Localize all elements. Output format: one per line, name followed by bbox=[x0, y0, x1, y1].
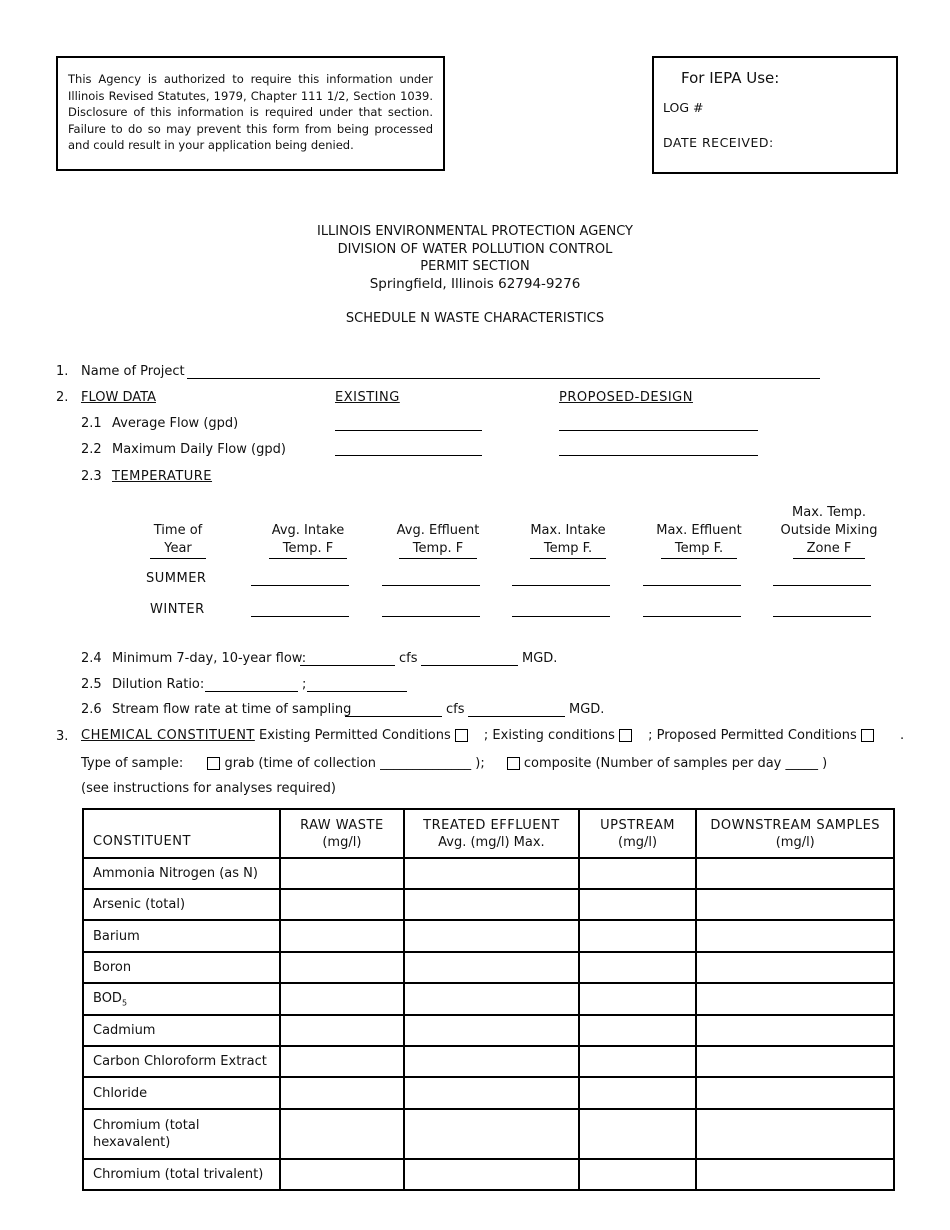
upstream-cell[interactable] bbox=[579, 889, 697, 920]
treated-effluent-cell[interactable] bbox=[404, 983, 578, 1015]
max-daily-flow-existing-field[interactable] bbox=[335, 455, 482, 456]
row-label: Ammonia Nitrogen (as N) bbox=[83, 858, 280, 889]
average-flow-existing-field[interactable] bbox=[335, 430, 482, 431]
raw-waste-cell[interactable] bbox=[280, 1046, 405, 1077]
table-row bbox=[83, 889, 894, 920]
row-label: Chromium (total hexavalent) bbox=[83, 1109, 280, 1159]
temp-header-avg-effluent: Avg. Effluent Temp. F bbox=[378, 522, 498, 559]
table-row bbox=[83, 858, 894, 889]
downstream-cell[interactable] bbox=[696, 1109, 894, 1159]
summer-mixing-zone-field[interactable] bbox=[773, 585, 871, 586]
downstream-cell[interactable] bbox=[696, 1046, 894, 1077]
section-name: PERMIT SECTION bbox=[420, 259, 530, 274]
summer-max-effluent-field[interactable] bbox=[643, 585, 741, 586]
stream-flow-cfs-field[interactable] bbox=[345, 716, 442, 717]
summer-label: SUMMER bbox=[146, 571, 207, 586]
treated-effluent-cell[interactable] bbox=[404, 1015, 578, 1046]
table-row bbox=[83, 1046, 894, 1077]
composite-label: composite (Number of samples per day _____ ) bbox=[523, 756, 828, 771]
sample-type-label: Type of sample: bbox=[81, 756, 184, 771]
raw-waste-cell[interactable] bbox=[280, 1159, 405, 1190]
row-label: Boron bbox=[83, 952, 280, 983]
downstream-cell[interactable] bbox=[696, 1077, 894, 1109]
upstream-cell[interactable] bbox=[579, 983, 697, 1015]
raw-waste-cell[interactable] bbox=[280, 983, 405, 1015]
item-2-2-number: 2.2 bbox=[81, 442, 102, 457]
conditions-period: . bbox=[900, 728, 905, 743]
table-row bbox=[83, 920, 894, 952]
summer-avg-effluent-field[interactable] bbox=[382, 585, 480, 586]
row-label: $BOD_5$ bbox=[83, 983, 280, 1015]
authority-notice-text: This Agency is authorized to require this information under Illinois Revised Statutes, 1979, Chapter 111 1/2, Section 1039. Disclosure of this information is required under that section. Failure to do so may prevent this form from being processed and could result in your application being denied. bbox=[68, 72, 433, 152]
table-row bbox=[83, 1015, 894, 1046]
section-3-number: 3. bbox=[56, 729, 69, 744]
downstream-cell[interactable] bbox=[696, 920, 894, 952]
dilution-ratio-label: Dilution Ratio: bbox=[112, 677, 205, 692]
temp-header-max-outside-mixing: Max. Temp. Outside Mixing Zone F bbox=[764, 504, 894, 559]
header-downstream: DOWNSTREAM SAMPLES (mg/l) bbox=[696, 809, 894, 858]
treated-effluent-cell[interactable] bbox=[404, 889, 578, 920]
flow-data-heading: FLOW DATA bbox=[81, 390, 156, 405]
table-header-row bbox=[83, 809, 894, 858]
proposed-permitted-checkbox[interactable] bbox=[861, 729, 874, 742]
downstream-cell[interactable] bbox=[696, 889, 894, 920]
stream-flow-mgd-unit: MGD. bbox=[569, 702, 605, 717]
header-raw-waste: RAW WASTE (mg/l) bbox=[280, 809, 405, 858]
dilution-ratio-separator: ; bbox=[302, 677, 307, 692]
row-label: Barium bbox=[83, 920, 280, 952]
agency-header bbox=[0, 223, 950, 293]
raw-waste-cell[interactable] bbox=[280, 1109, 405, 1159]
existing-heading: EXISTING bbox=[335, 390, 400, 405]
upstream-cell[interactable] bbox=[579, 1046, 697, 1077]
existing-conditions-label: ; Existing conditions bbox=[483, 728, 615, 743]
stream-flow-cfs-unit: cfs bbox=[446, 702, 465, 717]
downstream-cell[interactable] bbox=[696, 1015, 894, 1046]
iepa-use-box bbox=[652, 56, 898, 174]
sample-type-line bbox=[81, 756, 827, 771]
summer-max-intake-field[interactable] bbox=[512, 585, 610, 586]
average-flow-proposed-field[interactable] bbox=[559, 430, 758, 431]
table-row bbox=[83, 1077, 894, 1109]
table-row bbox=[83, 1159, 894, 1190]
min-flow-cfs-unit: cfs bbox=[399, 651, 418, 666]
section-2-number: 2. bbox=[56, 390, 69, 405]
treated-effluent-cell[interactable] bbox=[404, 952, 578, 983]
header-treated-effluent: TREATED EFFLUENT Avg. (mg/l) Max. bbox=[404, 809, 578, 858]
min-flow-label: Minimum 7-day, 10-year flow: bbox=[112, 651, 307, 666]
raw-waste-cell[interactable] bbox=[280, 952, 405, 983]
temp-header-max-intake: Max. Intake Temp F. bbox=[508, 522, 628, 559]
downstream-cell[interactable] bbox=[696, 858, 894, 889]
agency-address: Springfield, Illinois 62794-9276 bbox=[369, 275, 581, 292]
upstream-cell[interactable] bbox=[579, 858, 697, 889]
existing-permitted-checkbox[interactable] bbox=[455, 729, 468, 742]
winter-avg-intake-field[interactable] bbox=[251, 616, 349, 617]
item-2-4-number: 2.4 bbox=[81, 651, 102, 666]
upstream-cell[interactable] bbox=[579, 1015, 697, 1046]
max-daily-flow-label: Maximum Daily Flow (gpd) bbox=[112, 442, 286, 457]
proposed-permitted-label: ; Proposed Permitted Conditions bbox=[648, 728, 857, 743]
raw-waste-cell[interactable] bbox=[280, 889, 405, 920]
winter-max-intake-field[interactable] bbox=[512, 616, 610, 617]
grab-checkbox[interactable] bbox=[207, 757, 220, 770]
raw-waste-cell[interactable] bbox=[280, 920, 405, 952]
upstream-cell[interactable] bbox=[579, 1109, 697, 1159]
authority-notice-box bbox=[56, 56, 445, 171]
header-constituent: CONSTITUENT bbox=[83, 809, 280, 858]
row-label: Cadmium bbox=[83, 1015, 280, 1046]
table-row bbox=[83, 1109, 894, 1159]
upstream-cell[interactable] bbox=[579, 1077, 697, 1109]
project-name-field[interactable] bbox=[187, 378, 820, 379]
section-1-number: 1. bbox=[56, 364, 69, 379]
treated-effluent-cell[interactable] bbox=[404, 920, 578, 952]
division-name: DIVISION OF WATER POLLUTION CONTROL bbox=[337, 241, 613, 257]
average-flow-label: Average Flow (gpd) bbox=[112, 416, 239, 431]
max-daily-flow-proposed-field[interactable] bbox=[559, 455, 758, 456]
temperature-heading: TEMPERATURE bbox=[112, 469, 213, 484]
project-name-label: Name of Project bbox=[81, 364, 185, 379]
treated-effluent-cell[interactable] bbox=[404, 1077, 578, 1109]
upstream-cell[interactable] bbox=[579, 952, 697, 983]
raw-waste-cell[interactable] bbox=[280, 1077, 405, 1109]
min-flow-cfs-field[interactable] bbox=[300, 665, 395, 666]
treated-effluent-cell[interactable] bbox=[404, 1109, 578, 1159]
composite-checkbox[interactable] bbox=[507, 757, 520, 770]
grab-label: grab (time of collection ______________ ); bbox=[224, 756, 485, 771]
iepa-use-title: For IEPA Use: bbox=[681, 69, 780, 87]
winter-mixing-zone-field[interactable] bbox=[773, 616, 871, 617]
winter-avg-effluent-field[interactable] bbox=[382, 616, 480, 617]
winter-label: WINTER bbox=[150, 602, 205, 617]
log-number-label: LOG # bbox=[663, 100, 704, 115]
upstream-cell[interactable] bbox=[579, 1159, 697, 1190]
proposed-design-heading: PROPOSED-DESIGN bbox=[559, 390, 693, 405]
dilution-ratio-field-2[interactable] bbox=[307, 691, 407, 692]
conditions-line bbox=[81, 728, 878, 743]
downstream-cell[interactable] bbox=[696, 952, 894, 983]
constituent-table bbox=[82, 808, 895, 1191]
downstream-cell[interactable] bbox=[696, 1159, 894, 1190]
table-row bbox=[83, 983, 894, 1015]
upstream-cell[interactable] bbox=[579, 920, 697, 952]
min-flow-mgd-field[interactable] bbox=[421, 665, 518, 666]
winter-max-effluent-field[interactable] bbox=[643, 616, 741, 617]
existing-conditions-checkbox[interactable] bbox=[619, 729, 632, 742]
existing-permitted-label: Existing Permitted Conditions bbox=[259, 728, 451, 743]
summer-avg-intake-field[interactable] bbox=[251, 585, 349, 586]
downstream-cell[interactable] bbox=[696, 983, 894, 1015]
table-row bbox=[83, 952, 894, 983]
item-2-5-number: 2.5 bbox=[81, 677, 102, 692]
header-upstream: UPSTREAM (mg/l) bbox=[579, 809, 697, 858]
stream-flow-mgd-field[interactable] bbox=[468, 716, 565, 717]
stream-flow-label: Stream flow rate at time of sampling bbox=[112, 702, 352, 717]
dilution-ratio-field-1[interactable] bbox=[205, 691, 298, 692]
temp-header-avg-intake: Avg. Intake Temp. F bbox=[248, 522, 368, 559]
temp-header-max-effluent: Max. Effluent Temp F. bbox=[639, 522, 759, 559]
treated-effluent-cell[interactable] bbox=[404, 1159, 578, 1190]
analysis-instructions: (see instructions for analyses required) bbox=[81, 781, 336, 796]
row-label: Arsenic (total) bbox=[83, 889, 280, 920]
row-label: Chloride bbox=[83, 1077, 280, 1109]
date-received-label: DATE RECEIVED: bbox=[663, 135, 774, 150]
raw-waste-cell[interactable] bbox=[280, 858, 405, 889]
item-2-1-number: 2.1 bbox=[81, 416, 102, 431]
row-label: Chromium (total trivalent) bbox=[83, 1159, 280, 1190]
temp-header-time-of-year: Time of Year bbox=[128, 522, 228, 559]
chemical-constituent-heading: CHEMICAL CONSTITUENT bbox=[81, 728, 255, 743]
raw-waste-cell[interactable] bbox=[280, 1015, 405, 1046]
item-2-3-number: 2.3 bbox=[81, 469, 102, 484]
treated-effluent-cell[interactable] bbox=[404, 1046, 578, 1077]
item-2-6-number: 2.6 bbox=[81, 702, 102, 717]
treated-effluent-cell[interactable] bbox=[404, 858, 578, 889]
form-title: SCHEDULE N WASTE CHARACTERISTICS bbox=[345, 311, 605, 326]
agency-name: ILLINOIS ENVIRONMENTAL PROTECTION AGENCY bbox=[316, 224, 633, 239]
row-label: Carbon Chloroform Extract bbox=[83, 1046, 280, 1077]
min-flow-mgd-unit: MGD. bbox=[522, 651, 558, 666]
